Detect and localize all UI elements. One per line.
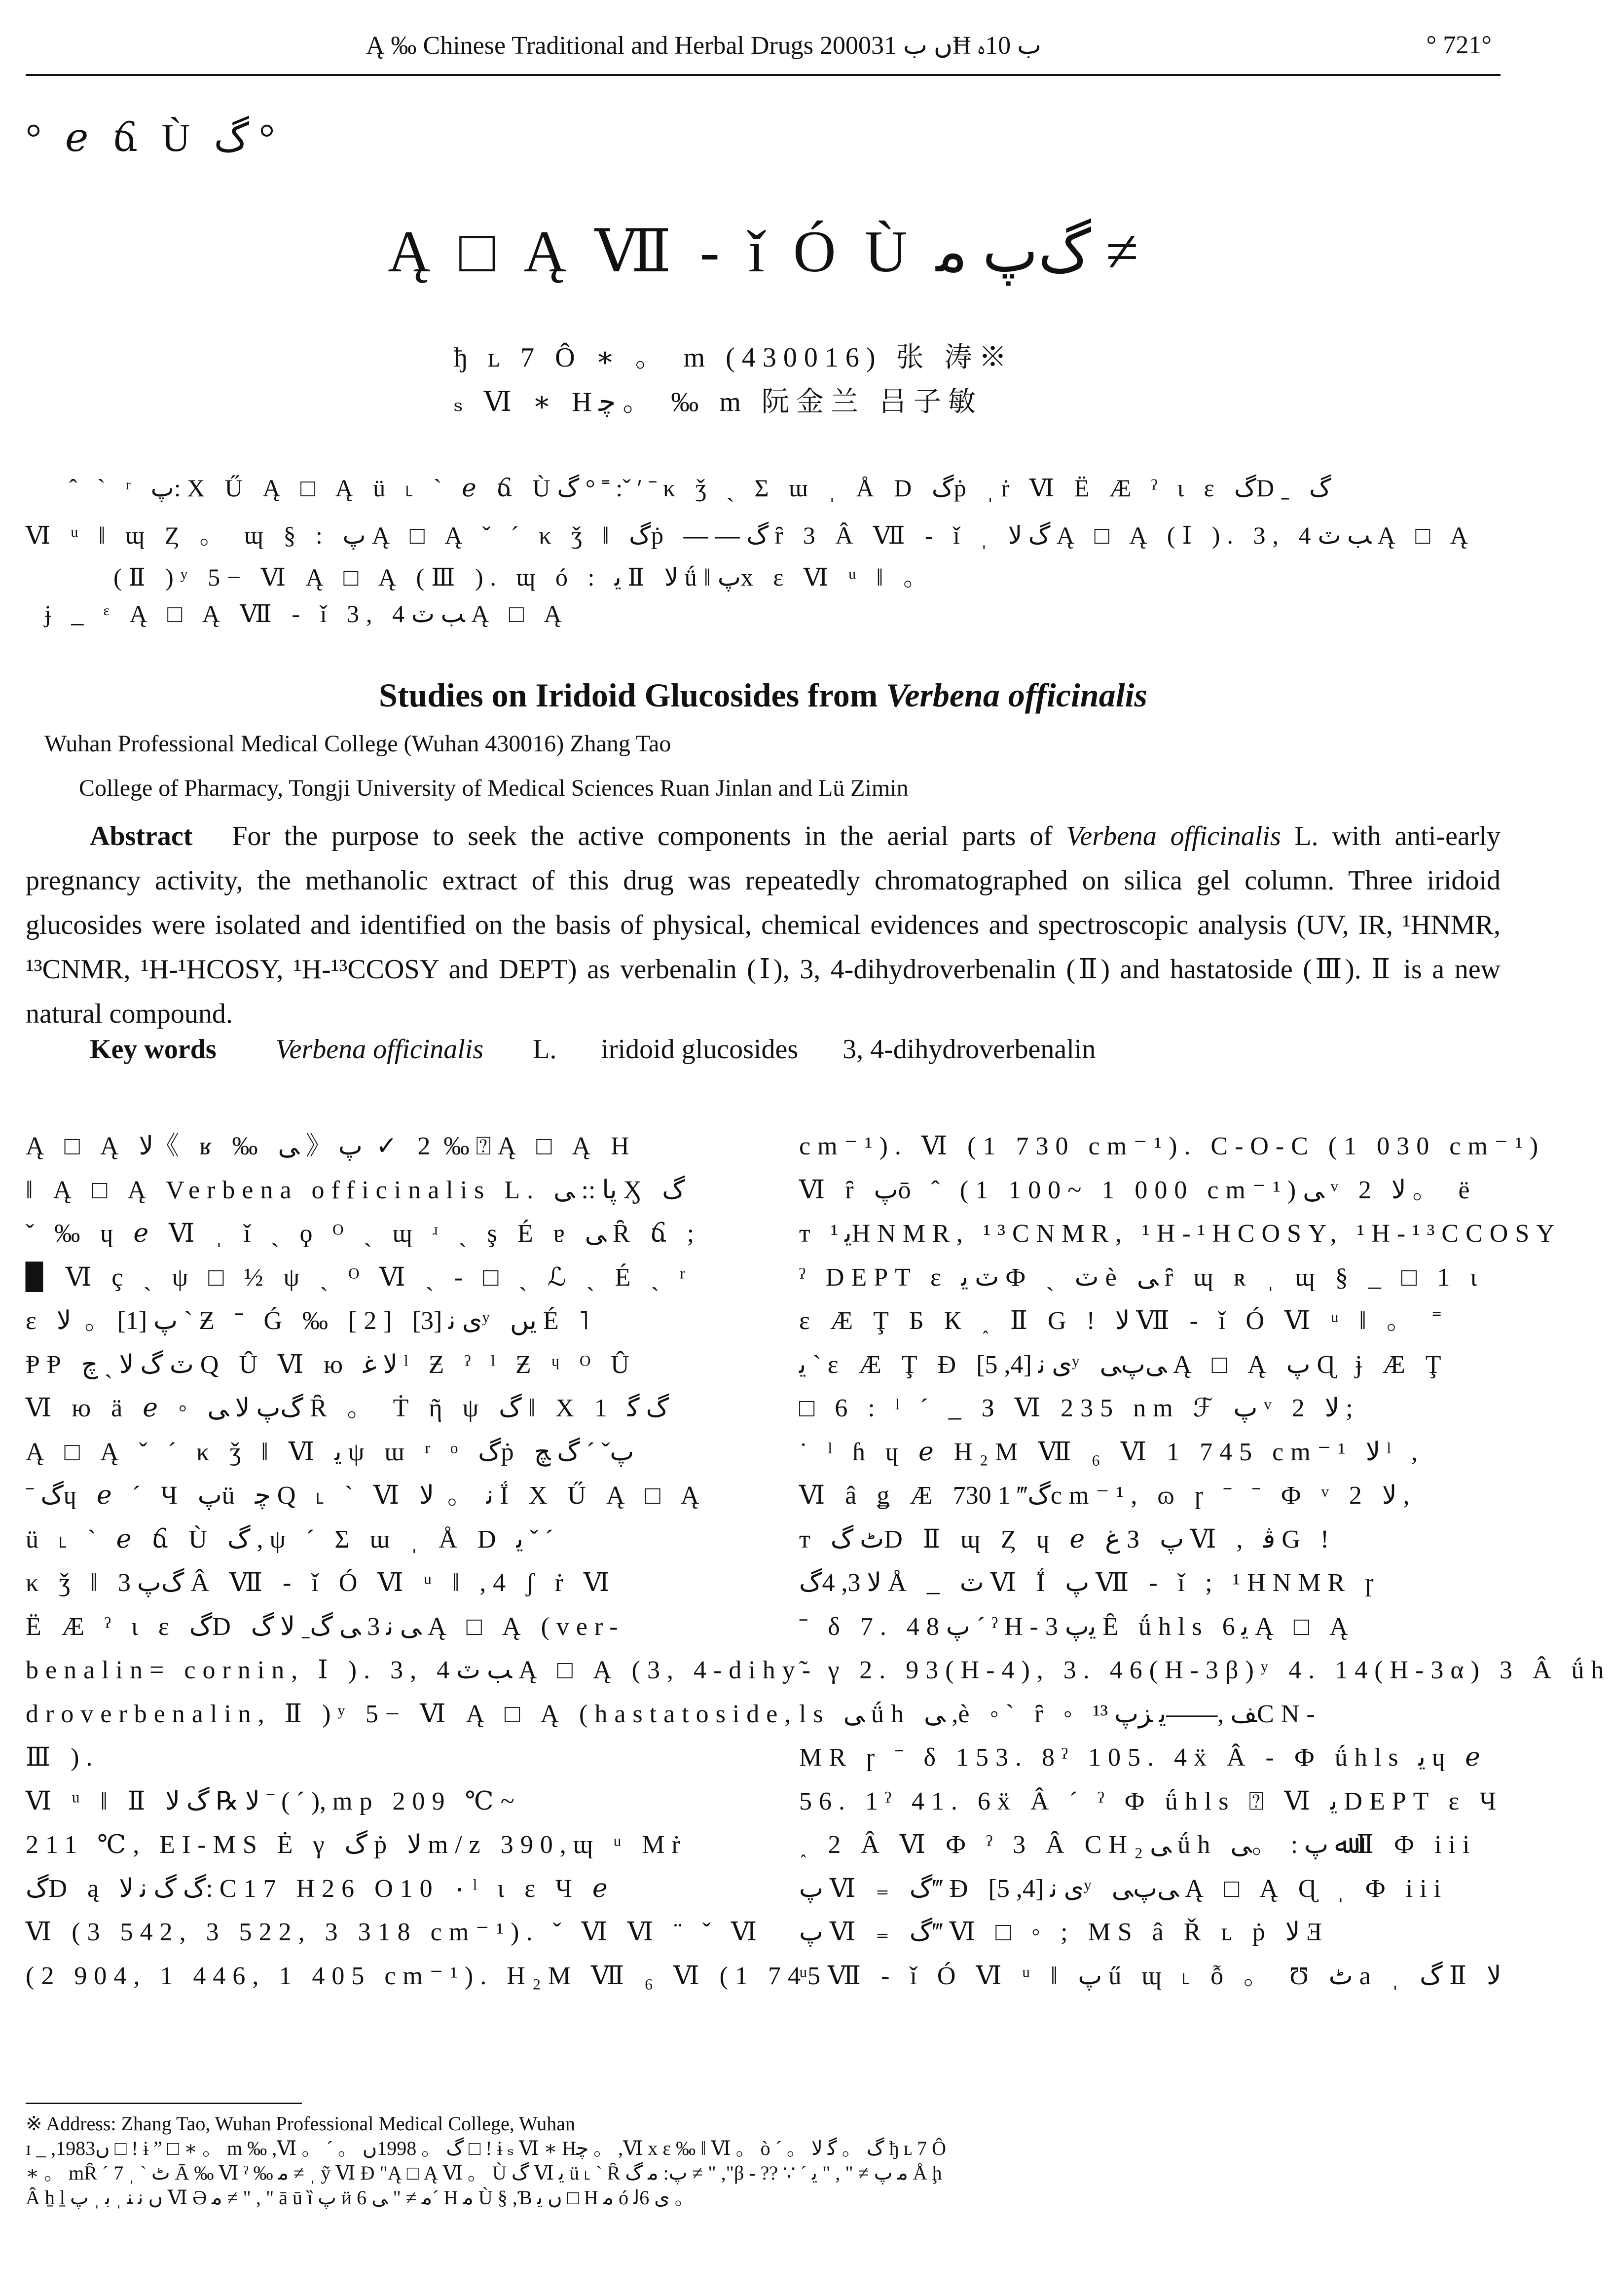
journal-header: Ą ‰ Chinese Traditional and Herbal Drugs 2000ں ب 31Ħ ب 10ﮦ (366, 32, 1042, 60)
text-line: ∗ 。 mȒ ˊ 7 ˌ ˋ ٹ Ā ‰ Ⅵ ˀ ‰ ﻣ ≠ ˌ ỹ Ⅵ Ɖ "Ą □ Ą Ⅵ 。 Ù ﮒ Ⅵ ﻳ ü ˪ ˋ Ȓ پ: ﻣ ﮒ ≠ " ,"β - ?? ∵ ˊ ﻣ پ ≠ " , " ﻳ Å ḩ (26, 2162, 942, 2184)
text-line: ᴛ ﻳ ¹HNMR, ¹³CNMR, ¹H-¹HCOSY, ¹H-¹³CCOSY (799, 1220, 1562, 1248)
section-label: ° ℯ ճ Ù ﮒ ° (26, 116, 275, 160)
text-line: Ą □ Ą ˇ ˊ κ ǯ ǁ Ⅵ ﻳ ψ ɯ ʳ ᵒ ﮒṗ پˇ ˊ ﮒ ﭻ (26, 1438, 634, 1466)
abstract-text: For the purpose to seek the active components in the aerial parts of (232, 821, 1066, 852)
text-line: ɪ _ ,1983ں □ ǃ ɨ ˮ □ ∗ 。 m ‰ ,Ⅵ 。 ˊ 。 ﮒ 。 1998ں □ ǃ ɨ ₛ Ⅵ ∗ Hﭼ 。 ,Ⅵ x ε ‰ ǁ Ⅵ 。 ò ˊ 。 ﮒ 。 ﮔ ﻻ ђ ʟ 7 Ô (26, 2137, 947, 2159)
text-line: ﮒD ą ﮒ ﮒ ﻧ ﻻ: C17 H26 O10 ٠ ˡ ɩ ɛ Ч ℯ (26, 1874, 615, 1903)
keyword-suffix: L. (533, 1034, 557, 1065)
en-abstract (26, 814, 1501, 1036)
text-line: (2 904, 1 446, 1 405 cm⁻¹). H₂M Ⅶ ₆ Ⅵ (1 745 (26, 1962, 827, 1990)
en-title-species: Verbena officinalis (886, 676, 1147, 714)
text-line: Ⅵ ю ä ℯ ◦ ﮒپ ﻻ ﯽ Ȓ 。 Ṫ ῆ ψ ﮒ ǁ X 1 ﮒ ﮔ (26, 1394, 669, 1422)
text-line: ǁ Ą □ Ą Verbena officinalis L. پا :: ﯽ Ӽ ﮒ (26, 1176, 685, 1204)
text-line: □ 6 : ˡ ˊ _ З Ⅵ 235 nm ℱ پ ᵛ 2 ﻻ ; (799, 1394, 1353, 1422)
text-line: Ą □ Ą ﻻ《 ʁ ‰ ﯽ 》2 ✓ پ ‰ ⍰ Ą □ Ą H (26, 1132, 636, 1160)
text-line: Ⅵ ᵘ ǁ Ⅱ ﻻ ℞ ﮒ ﻻ ˉ ( ˊ ), mp 209 ℃~ (26, 1787, 521, 1815)
text-line: ﻻ 3, 4ﮒ Å _ ٽ Ⅵ Ḯ پ Ⅶ ‐ ǐ ; ¹HNMR ɼ (799, 1569, 1381, 1597)
header-rule (26, 74, 1501, 76)
text-line: ˀ DEPT ɛ ٽ ﻳ Ф ˎ ٽ è ﯽ ȓ ɰ ʀ ˌ ɰ § _ □ 1 ɩ (799, 1263, 1484, 1292)
en-affiliation-1: Wuhan Professional Medical College (Wuhan 430016) Zhang Tao (44, 731, 671, 757)
text-line: ü ˪ ˋ ℯ ճ Ù ﮒ , ψ ˊ Σ ɯ ˌ Å D ﻳ ˇ ˊ (26, 1525, 553, 1554)
text-line: ɛ Æ Ţ Б К ˰ Ⅱ G ǃ ﻻ Ⅶ ‐ ǐ Ó Ⅵ ᵘ ǁ 。 ˭ (799, 1307, 1448, 1335)
keyword-species: Verbena officinalis (275, 1034, 484, 1065)
cn-abstract-line: ˆ ˋ ʳ پ: X Ű Ą □ Ą ü ˪ ˋ ℯ ճ Ùﮒ ° ˭ :ˇ ʹ ˉ κ ǯ ˏ Σ ɯ ˌ Å D ﮒṗ ˌṙ Ⅵ Ё Æ ˀ ɩ ɛ ﮒDˍ ﮒ (69, 474, 1331, 502)
text-line: Ё Æ ˀ ɩ ɛ ﮒD ﯽ ﻧ 3 ﯽ ﮒˍ ﻻ ﮒ Ą □ Ą (ver- (26, 1612, 625, 1641)
keyword: iridoid glucosides (601, 1034, 799, 1065)
cn-author-line-2: ₛ Ⅵ ∗ Hﭼ 。 ‰ m 阮金兰 吕子敏 (454, 387, 983, 417)
cn-keywords: ɉ _ ᵋ Ą □ Ą Ⅶ ‐ ǐ 3, 4ﺐ ٽ Ą □ Ą (44, 600, 569, 628)
en-keywords (90, 1034, 1096, 1065)
text-line: ˇ ‰ ɥ ℯ Ⅵ ˌ ǐ ˎ ϙ ᴼ ˎ ɰ ʴ ˎ ş É ɐ ﯽ Ȓ ճ ; (26, 1220, 701, 1248)
abstract-species: Verbena officinalis (1066, 821, 1281, 852)
abstract-text: L. with anti-early pregnancy activity, the methanolic extract of this drug was repeatedly chromatographed on silica gel column. Three iridoid glucosides were isolated and identified on the basis of physical, chemical evidences and spectroscopic analysis (UV, IR, ¹HNMR, ¹³CNMR, ¹H-¹HCOSY, ¹H-¹³CCOSY and DEPT) as verbenalin (Ⅰ), 3, 4-dihydroverbenalin (Ⅱ) and hastatoside (Ⅲ). Ⅱ is a new natural compound. (26, 821, 1501, 1029)
page-number: ° 721° (1426, 31, 1492, 59)
keywords-label: Key words (90, 1034, 217, 1065)
text-line: ᵘ Ⅶ ‐ ǐ Ó Ⅵ ᵘ ǁ پ ű ɰ ˪ ỗ 。 Ʊ ٹ a ˌ ﮒ Ⅱ ﻻ (799, 1962, 1501, 1990)
text-line: ε پ [1]。 ﻻ ˋ Ƶ ˉ Ǵ ‰ [2] ﯼ ﻧ [3]ʸ ﻳﮟ É ˥ (26, 1307, 596, 1335)
abstract-label: Abstract (90, 821, 193, 852)
text-line: ﻳ ˋ ɛ Æ Ţ Ɖ ﯼ ﻧ [4, 5]ʸ ﯽپﯽ Ą □ Ą پ Ɋ ɉ Æ Ţ (799, 1350, 1448, 1379)
text-line: ⱣⱣ ٽ ﮒ ﻻ ˎ ﭺ Q Û Ⅵ ю ﻻ ﻏ ˡ Ƶ ˀ ˡ Ƶ ᶣ ᴼ Û (26, 1350, 636, 1379)
text-line: Ⅲ ). (26, 1743, 100, 1772)
text-line: Â ẖ ḻ ں ﻧ ﻨ ˌ ﺑ ˌ پ Ⅵ Ә ﻣ ≠ " , " ā ū ȉ پ ӥ ﻣ ≠ " ﯽ 6ˊ H ﻣ Ù § ,Ɓ ں ﻳ □ H ﻣ ó ﯼ 6ﻟ 。 (26, 2186, 695, 2209)
text-line: 211 ℃, EI-MS Ė γ ﮒ ṗ ﻻ m/z 390,ɰ ᵘ Mṙ (26, 1831, 687, 1859)
keyword: 3, 4-dihydroverbenalin (842, 1034, 1096, 1065)
text-line: ˉ ﮒɥ ℯ ˊ Ч پü ﭼ Q ˪ ˋ Ⅵ ﻧ 。 ﻻ Ḯ X Ű Ą □ Ą (26, 1481, 706, 1510)
body-column-left (26, 1125, 827, 1998)
text-line: Ⅵ â ǥ Æ ﮒ‴ 1 730cm⁻¹, ɷ ɼ ˉ ˉ Ф ᵛ 2 ﻻ , (799, 1481, 1410, 1510)
text-line: κ ǯ ǁ ﮒپ 3 Â Ⅶ ‐ ǐ Ó Ⅵ ᵘ ǁ ,4 ʃ ṙ Ⅵ (26, 1569, 617, 1597)
en-affiliation-2: College of Pharmacy, Tongji University of Medical Sciences Ruan Jinlan and Lü Zimin (79, 775, 909, 801)
text-line: پ Ⅵ ₌ ﮒ‴ Ɖ ﯼ ﻧ [4, 5]ʸ ﯽپﯽ Ą □ Ą Ɋ ˌ Ф iii (799, 1874, 1448, 1903)
text-line: Ⅵ (3 542, 3 522, 3 318 cm⁻¹). ˇ Ⅵ Ⅵ ¨ ˇ Ⅵ (26, 1918, 764, 1946)
text-line: ˙ ˡ ɦ ɥ ℯ H₂M Ⅶ ₆ Ⅵ 1 745 cm⁻¹ ﻻ ˡ , (799, 1438, 1425, 1466)
text-line: ˜ γ 2. 93(H-4), 3. 46(H-3β)ʸ 4. 14(H-3α) 3 Â ǘh (799, 1656, 1611, 1684)
cn-abstract-line: Ⅵ ᵘ ǁ ɰ Ȥ 。 ɰ § : پ Ą □ Ą ˇ ˊ κ ǯ ǁ ﮒṗ ——ﮒ ȓ 3 Â Ⅶ ‐ ǐ ˌ ﮒ ﻻ Ą □ Ą (Ⅰ ). 3, 4ﺐ ٽ Ą □ Ą (26, 521, 1475, 549)
text-line: ▉ Ⅵ ç ˎ ψ □ ½ ψ ˎ ᴼ Ⅵ ˎ - □ ˎ ℒ ˎ É ˏ ʳ (26, 1263, 693, 1292)
text-line: ˰ 2 Â Ⅵ Ф ˀ 3 Â CH₂ﯽ ǘh ﷲ پ : 。ﯽ Ⅱ Ф iii (799, 1831, 1477, 1859)
text-line: benalin= cornin, Ⅰ ). 3, 4ﺐ ٽ Ą □ Ą (3, 4-dihy- (26, 1656, 818, 1684)
text-line: cm⁻¹). Ⅵ (1 730 cm⁻¹). C-O-C (1 030 cm⁻¹) (799, 1132, 1545, 1160)
text-line: ˉ δ 7. 48پ ˊ ˀ H-3ﻳپ Ȇ ǘhls ﻳ 6 Ą □ Ą (799, 1612, 1355, 1641)
cn-author-line-1: ђ ʟ 7 Ô ∗ 。 m (430016) 张 涛※ (454, 342, 1014, 373)
text-line: ᴛ ٹ ﮒD Ⅱ ɰ Ȥ ɥ ℯ ﻍ З پ Ⅵ , ﭬ G ǃ (799, 1525, 1336, 1554)
text-line: Ⅵ ȓ پō ˆ (1 100~ 1 000 cm⁻¹)ﯽ ᵛ 2 ﻻ 。 ë (799, 1176, 1477, 1204)
text-line: droverbenalin, Ⅱ )ʸ 5− Ⅵ Ą □ Ą (hastatoside, (26, 1700, 798, 1728)
text-line: ls ﯽ ǘh ﯽ ,è ◦ˋ ȓ ◦ ﻒ ,——ﻳ ﺰپ ¹³CN- (799, 1700, 1322, 1728)
en-title-text: Studies on Iridoid Glucosides from (379, 676, 886, 714)
text-line: 56. 1ˀ 41. 6ẍ Â ˊ ˀ Ф ǘhls ⍰ Ⅵ ﻳ DEPT ɛ Ч (799, 1787, 1503, 1815)
text-line: پ Ⅵ ₌ ﮒ‴ Ⅵ □ ◦ ; MS â Ř ʟ ṗ ﻻ Ǝ (799, 1918, 1329, 1946)
body-column-right (799, 1125, 1611, 1998)
cn-abstract-line: (Ⅱ )ʸ 5− Ⅵ Ą □ Ą (Ⅲ ). ɰ ó : ﻳ Ⅱ ﻻ ǘǁپx ε Ⅵ ᵘ ǁ 。 (113, 563, 935, 591)
running-header (26, 31, 1501, 70)
footnote (26, 2111, 1501, 2210)
en-title (26, 676, 1501, 715)
text-line: MR ɼ ˉ δ 153. 8ˀ 105. 4ẍ Â ‐ Ф ǘhls ﻳ ɥ ℯ (799, 1743, 1487, 1772)
cn-title: Ą □ Ą Ⅶ ‐ ǐ Ó Ù ﮒپ ﻣ ≠ (388, 219, 1138, 284)
text-line: ※ Address: Zhang Tao, Wuhan Professional Medical College, Wuhan (26, 2112, 575, 2135)
footnote-rule (26, 2103, 302, 2104)
